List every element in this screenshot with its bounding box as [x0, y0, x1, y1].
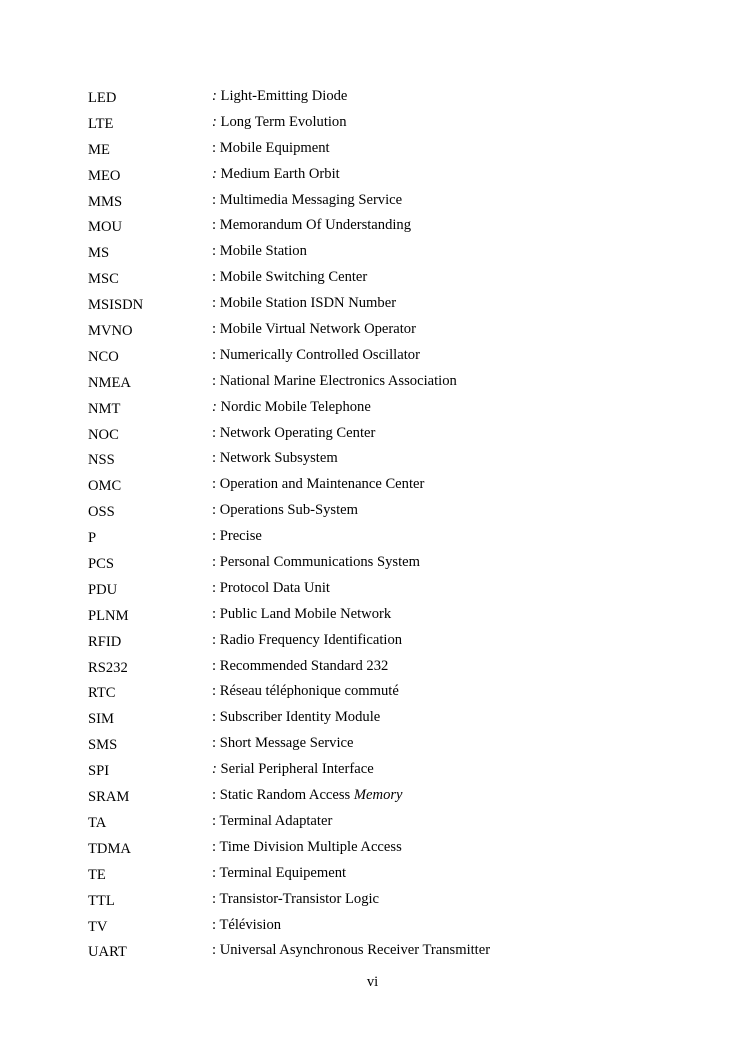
- abbreviation-term: LED: [88, 90, 117, 106]
- definition-text: Mobile Equipment: [219, 139, 330, 156]
- abbreviation-entry: [0, 732, 745, 758]
- definition-colon: :: [212, 243, 217, 260]
- definition-text: Short Message Service: [219, 735, 354, 752]
- definition-colon: :: [212, 372, 217, 389]
- abbreviation-entry: [0, 422, 745, 448]
- abbreviation-term: RTC: [88, 685, 116, 702]
- abbreviation-definition: [212, 760, 374, 778]
- abbreviation-term: MMS: [88, 193, 123, 210]
- definition-colon: :: [212, 657, 217, 674]
- definition-text: Long Term Evolution: [220, 113, 347, 130]
- definition-text: Serial Peripheral Interface: [220, 761, 374, 778]
- abbreviation-definition: [212, 941, 490, 959]
- definition-text: Mobile Station ISDN Number: [219, 295, 397, 312]
- abbreviation-entry: [0, 525, 745, 551]
- definition-colon: :: [212, 346, 217, 363]
- abbreviation-term: OMC: [88, 478, 122, 495]
- abbreviation-entry: [0, 240, 745, 266]
- definition-text: Réseau téléphonique commuté: [219, 683, 399, 700]
- abbreviation-term: NMEA: [88, 374, 131, 391]
- abbreviation-definition: [212, 812, 332, 830]
- abbreviation-entry: [0, 706, 745, 732]
- abbreviation-term: PDU: [88, 581, 118, 598]
- abbreviation-definition: [212, 734, 353, 752]
- definition-colon: :: [212, 528, 217, 545]
- abbreviation-entry: [0, 810, 745, 836]
- abbreviation-definition: [212, 527, 262, 545]
- abbreviation-entry: [0, 396, 745, 422]
- abbreviation-entry: [0, 292, 745, 318]
- definition-colon: :: [212, 554, 217, 571]
- definition-text: Universal Asynchronous Receiver Transmitter: [219, 942, 491, 959]
- definition-colon: :: [212, 321, 217, 338]
- definition-text: Mobile Virtual Network Operator: [219, 321, 416, 338]
- abbreviation-term: SRAM: [88, 789, 130, 806]
- abbreviation-term: P: [88, 530, 97, 547]
- definition-text: Memorandum Of Understanding: [219, 217, 412, 234]
- abbreviation-definition: [212, 372, 457, 390]
- abbreviation-entry: [0, 939, 745, 965]
- abbreviation-entry: [0, 266, 745, 292]
- definition-text: Terminal Equipement: [219, 864, 347, 881]
- definition-colon: :: [212, 631, 217, 648]
- abbreviation-entry: [0, 862, 745, 888]
- abbreviation-entry: [0, 473, 745, 499]
- abbreviation-term: TV: [88, 918, 108, 935]
- definition-colon: :: [212, 424, 217, 441]
- abbreviation-definition: [212, 165, 340, 183]
- abbreviation-entry: [0, 888, 745, 914]
- abbreviation-term: PCS: [88, 556, 114, 573]
- abbreviation-term: MVNO: [88, 323, 133, 340]
- abbreviation-definition: [212, 191, 402, 209]
- definition-text: Time Division Multiple Access: [219, 838, 402, 855]
- definition-text: Public Land Mobile Network: [219, 605, 392, 622]
- abbreviation-entry: [0, 655, 745, 681]
- abbreviation-entry: [0, 370, 745, 396]
- abbreviation-entry: [0, 914, 745, 940]
- abbreviation-definition: [212, 657, 388, 675]
- abbreviation-entry: [0, 111, 745, 137]
- abbreviation-term: SMS: [88, 737, 118, 754]
- definition-colon: :: [212, 139, 217, 156]
- definition-colon: :: [212, 450, 217, 467]
- definition-colon: :: [212, 838, 217, 855]
- definition-text: Radio Frequency Identification: [219, 631, 403, 648]
- definition-text: Light-Emitting Diode: [220, 88, 348, 104]
- definition-colon: :: [212, 890, 217, 907]
- definition-colon: :: [212, 709, 217, 726]
- abbreviation-entry: [0, 163, 745, 189]
- abbreviation-definition: [212, 294, 396, 312]
- abbreviation-term: TTL: [88, 892, 115, 909]
- abbreviation-definition: [212, 449, 338, 467]
- definition-text: Operations Sub-System: [219, 502, 358, 519]
- abbreviation-definition: [212, 475, 424, 493]
- abbreviation-entry: [0, 577, 745, 603]
- abbreviation-definition: [212, 113, 347, 131]
- abbreviation-entry: [0, 214, 745, 240]
- abbreviation-definition: [212, 864, 346, 882]
- abbreviation-term: NMT: [88, 400, 121, 417]
- abbreviation-entry: [0, 447, 745, 473]
- abbreviation-entry: [0, 189, 745, 215]
- definition-colon: :: [212, 269, 217, 286]
- abbreviation-entry: [0, 137, 745, 163]
- definition-colon: :: [212, 683, 217, 700]
- definition-colon: :: [212, 165, 217, 182]
- abbreviation-term: UART: [88, 944, 127, 961]
- abbreviation-term: TDMA: [88, 840, 131, 857]
- definition-colon: :: [212, 812, 217, 829]
- definition-colon: :: [212, 761, 217, 778]
- definition-text: Mobile Station: [219, 243, 307, 260]
- abbreviation-entry: [0, 499, 745, 525]
- definition-text: Transistor-Transistor Logic: [219, 890, 380, 907]
- abbreviation-term: OSS: [88, 504, 115, 521]
- abbreviation-entry: [0, 85, 745, 111]
- abbreviation-definition: [212, 708, 380, 726]
- definition-colon: :: [212, 864, 217, 881]
- abbreviation-entry: [0, 784, 745, 810]
- abbreviation-term: NCO: [88, 348, 119, 365]
- abbreviation-definition: [212, 631, 402, 649]
- definition-text: Terminal Adaptater: [219, 812, 333, 829]
- abbreviation-entry: [0, 758, 745, 784]
- definition-colon: :: [212, 398, 217, 415]
- definition-colon: :: [212, 942, 217, 959]
- definition-text: Static Random Access: [219, 787, 351, 804]
- abbreviation-term: NOC: [88, 426, 119, 443]
- abbreviation-definition: [212, 398, 371, 416]
- definition-text: Network Operating Center: [219, 424, 376, 441]
- abbreviation-definition: [212, 424, 375, 442]
- abbreviation-term: RFID: [88, 633, 122, 650]
- definition-colon: :: [212, 295, 217, 312]
- abbreviation-term: ME: [88, 141, 110, 158]
- abbreviation-definition: [212, 242, 307, 260]
- definition-text: Recommended Standard 232: [219, 657, 389, 674]
- definition-text: Personal Communications System: [219, 554, 420, 571]
- abbreviation-term: SPI: [88, 763, 110, 780]
- abbreviation-definition: [212, 268, 367, 286]
- definition-colon: :: [212, 605, 217, 622]
- definition-text: Protocol Data Unit: [219, 579, 330, 596]
- page-number: vi: [366, 974, 379, 990]
- definition-colon: :: [212, 916, 217, 933]
- definition-text: Multimedia Messaging Service: [219, 191, 403, 208]
- abbreviation-definition: [212, 579, 330, 597]
- definition-text: Numerically Controlled Oscillator: [219, 346, 420, 363]
- abbreviation-definition: [212, 87, 347, 105]
- abbreviation-list: [0, 85, 745, 965]
- definition-text: Precise: [219, 528, 262, 545]
- definition-colon: :: [212, 88, 217, 104]
- abbreviation-entry: [0, 344, 745, 370]
- definition-text: National Marine Electronics Association: [219, 372, 457, 389]
- abbreviation-term: TE: [88, 866, 106, 883]
- abbreviation-entry: [0, 551, 745, 577]
- abbreviation-definition: [212, 786, 403, 804]
- abbreviation-term: MSISDN: [88, 297, 144, 314]
- definition-text: Télévision: [219, 916, 282, 933]
- definition-text: Operation and Maintenance Center: [219, 476, 425, 493]
- abbreviation-definition: [212, 553, 420, 571]
- abbreviation-entry: [0, 680, 745, 706]
- abbreviation-term: MSC: [88, 271, 119, 288]
- definition-text: Subscriber Identity Module: [219, 709, 381, 726]
- abbreviation-definition: [212, 346, 420, 364]
- abbreviation-definition: [212, 605, 391, 623]
- definition-text: Nordic Mobile Telephone: [220, 398, 371, 415]
- definition-colon: :: [212, 579, 217, 596]
- definition-colon: :: [212, 502, 217, 519]
- definition-colon: :: [212, 735, 217, 752]
- definition-colon: :: [212, 217, 217, 234]
- abbreviation-term: MS: [88, 245, 110, 262]
- definition-text: Network Subsystem: [219, 450, 338, 467]
- abbreviation-term: RS232: [88, 659, 128, 676]
- definition-colon: :: [212, 113, 217, 130]
- abbreviation-definition: [212, 501, 358, 519]
- abbreviation-term: NSS: [88, 452, 115, 469]
- abbreviation-entry: [0, 318, 745, 344]
- definition-colon: :: [212, 787, 217, 804]
- abbreviation-entry: [0, 603, 745, 629]
- abbreviation-definition: [212, 916, 281, 934]
- abbreviation-term: TA: [88, 814, 107, 831]
- abbreviation-term: MOU: [88, 219, 123, 236]
- definition-text: Mobile Switching Center: [219, 269, 368, 286]
- abbreviation-definition: [212, 320, 416, 338]
- abbreviation-entry: [0, 629, 745, 655]
- abbreviation-definition: [212, 139, 330, 157]
- abbreviation-term: SIM: [88, 711, 114, 728]
- abbreviation-term: MEO: [88, 167, 121, 184]
- definition-colon: :: [212, 476, 217, 493]
- abbreviation-definition: [212, 838, 402, 856]
- definition-emphasis: Memory: [353, 787, 403, 804]
- abbreviation-definition: [212, 216, 411, 234]
- abbreviation-definition: [212, 682, 399, 700]
- abbreviation-term: PLNM: [88, 607, 129, 624]
- abbreviation-definition: [212, 890, 379, 908]
- abbreviation-term: LTE: [88, 115, 114, 132]
- definition-text: Medium Earth Orbit: [220, 165, 340, 182]
- definition-colon: :: [212, 191, 217, 208]
- abbreviation-entry: [0, 836, 745, 862]
